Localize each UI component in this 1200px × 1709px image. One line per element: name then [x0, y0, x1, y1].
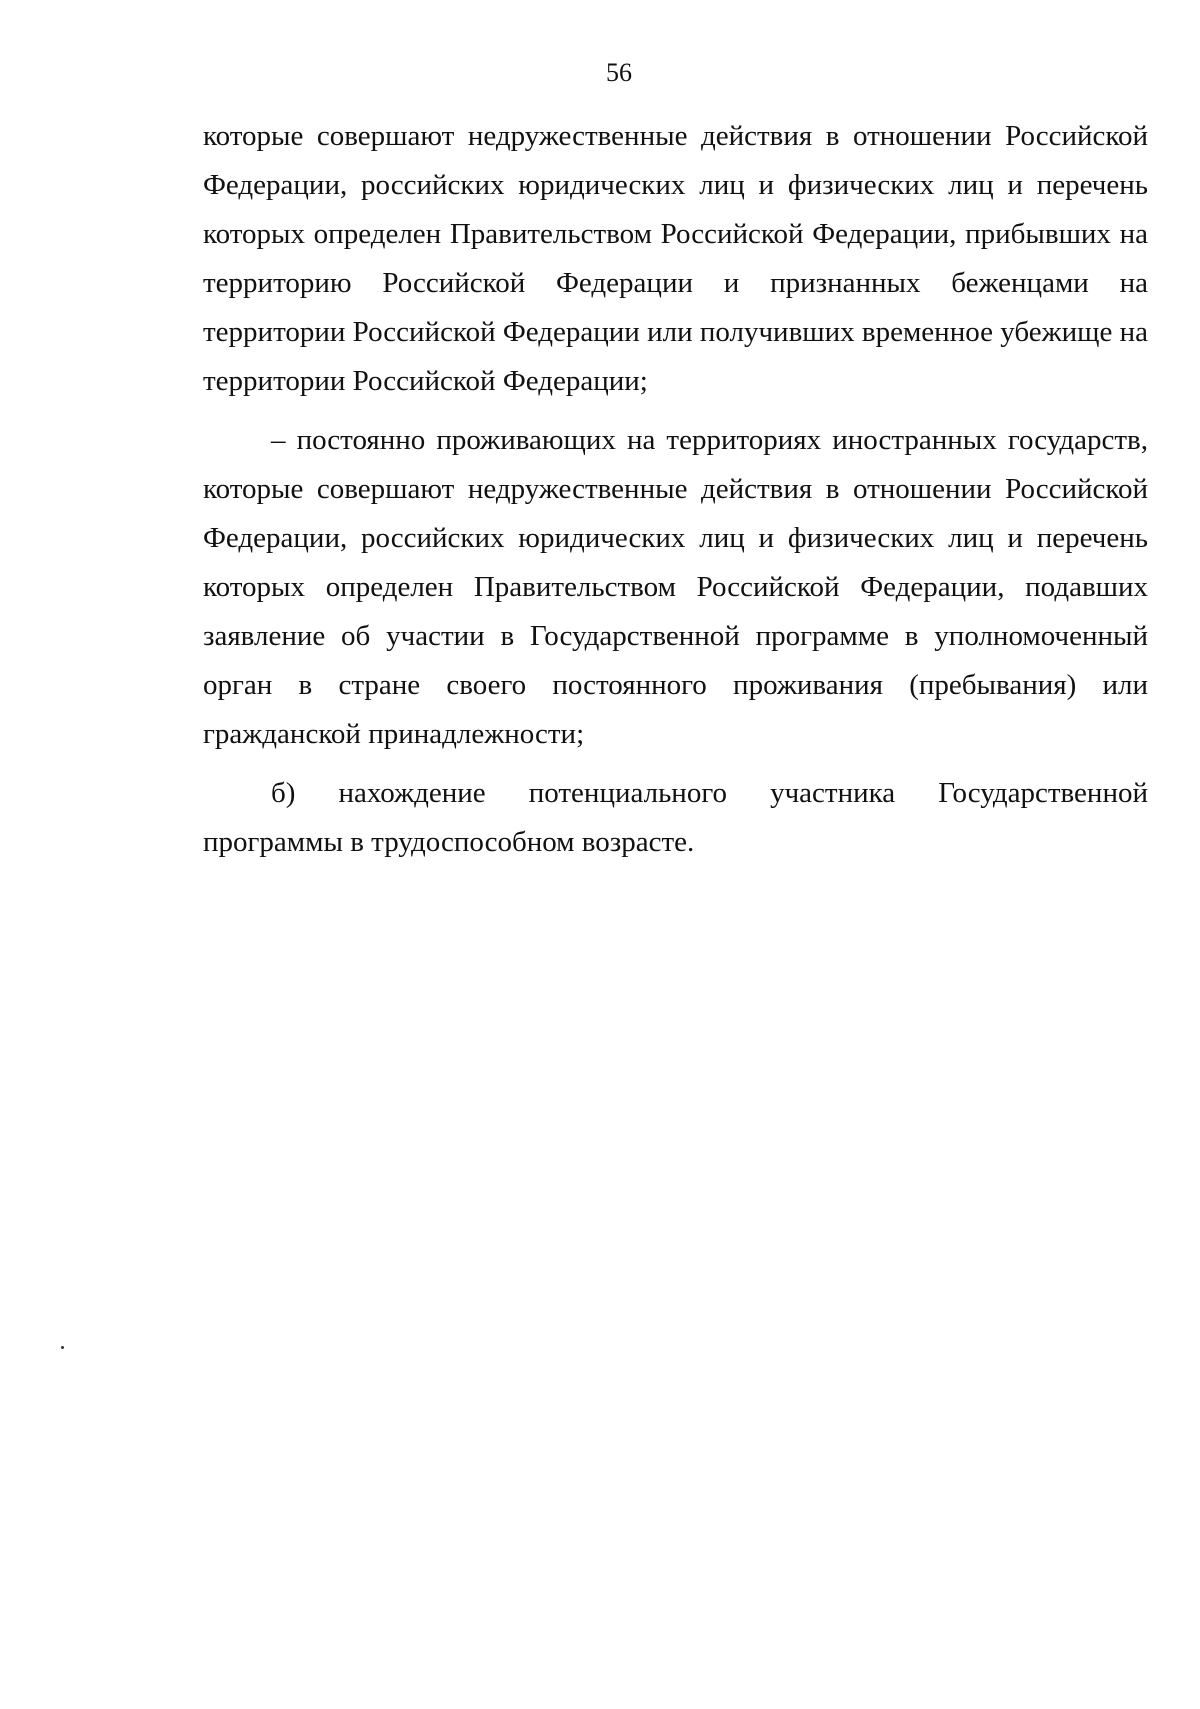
scan-artifact-dot [61, 1346, 64, 1349]
page-number: 56 [606, 58, 632, 87]
paragraph-continuation: которые совершают недружественные действия в отношении Российской Федерации, российских юридических лиц и физических лиц и перечень которых определен Правительством Российской Федерации, прибывших на территорию Российской Федерации и признанных беженцами на территории Российской Федерации или получивших временное убежище на территории Российской Федерации; [203, 120, 1148, 397]
paragraph-list-item: – постоянно проживающих на территориях иностранных государств, которые совершают недружественные действия в отношении Российской Федерации, российских юридических лиц и физических лиц и перечень которых определен Правительством Российской Федерации, подавших заявление об участии в Государственной программе в уполномоченный орган в стране своего постоянного проживания (пребывания) или гражданской принадлежности; [203, 424, 1148, 750]
paragraph-subpoint-b: б) нахождение потенциального участника Государственной программы в трудоспособном возрасте. [203, 777, 1148, 858]
document-body [203, 112, 1148, 877]
